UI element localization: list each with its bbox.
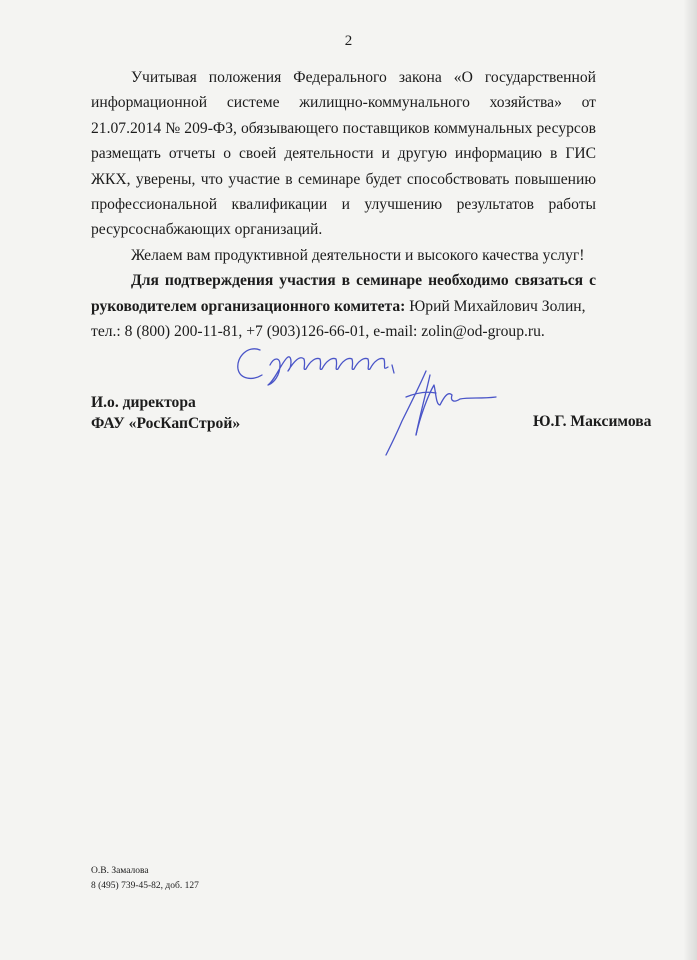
letter-body <box>91 65 596 344</box>
contact-name: Юрий Михайлович Золин, <box>405 297 586 315</box>
page-edge-shadow <box>683 0 697 960</box>
signatory-name: Ю.Г. Максимова <box>533 413 652 430</box>
confirmation-bold-text: Для подтверждения участия в семинаре необходимо связаться с руководителем организационного комитета: <box>91 272 596 315</box>
signatory-organization: ФАУ «РосКапСтрой» <box>91 415 241 432</box>
paragraph-confirmation <box>91 268 596 319</box>
signatory-title <box>91 392 240 434</box>
executor-name: О.В. Замалова <box>91 866 149 876</box>
handwritten-signature <box>230 335 510 465</box>
contact-details: тел.: 8 (800) 200-11-81, +7 (903)126-66-01, e-mail: zolin@od-group.ru. <box>91 323 545 341</box>
paragraph-gis-law: Учитывая положения Федерального закона «О государственной информационной системе жилищно-коммунального хозяйства» от 21.07.2014 № 209-ФЗ, обязывающего поставщиков коммунальных ресурсов размещать отчеты о своей деятельности и другую информацию в ГИС ЖКХ, уверены, что участие в семинаре будет способствовать повышению профессиональной квалификации и улучшению результатов работы ресурсоснабжающих организаций. <box>91 69 596 239</box>
signatory-position: И.о. директора <box>91 394 196 411</box>
executor-footer <box>91 864 199 894</box>
page-number: 2 <box>344 33 353 49</box>
signature-drawing <box>230 335 510 465</box>
paragraph-wishes: Желаем вам продуктивной деятельности и высокого качества услуг! <box>131 246 585 264</box>
executor-phone: 8 (495) 739-45-82, доб. 127 <box>91 881 199 891</box>
